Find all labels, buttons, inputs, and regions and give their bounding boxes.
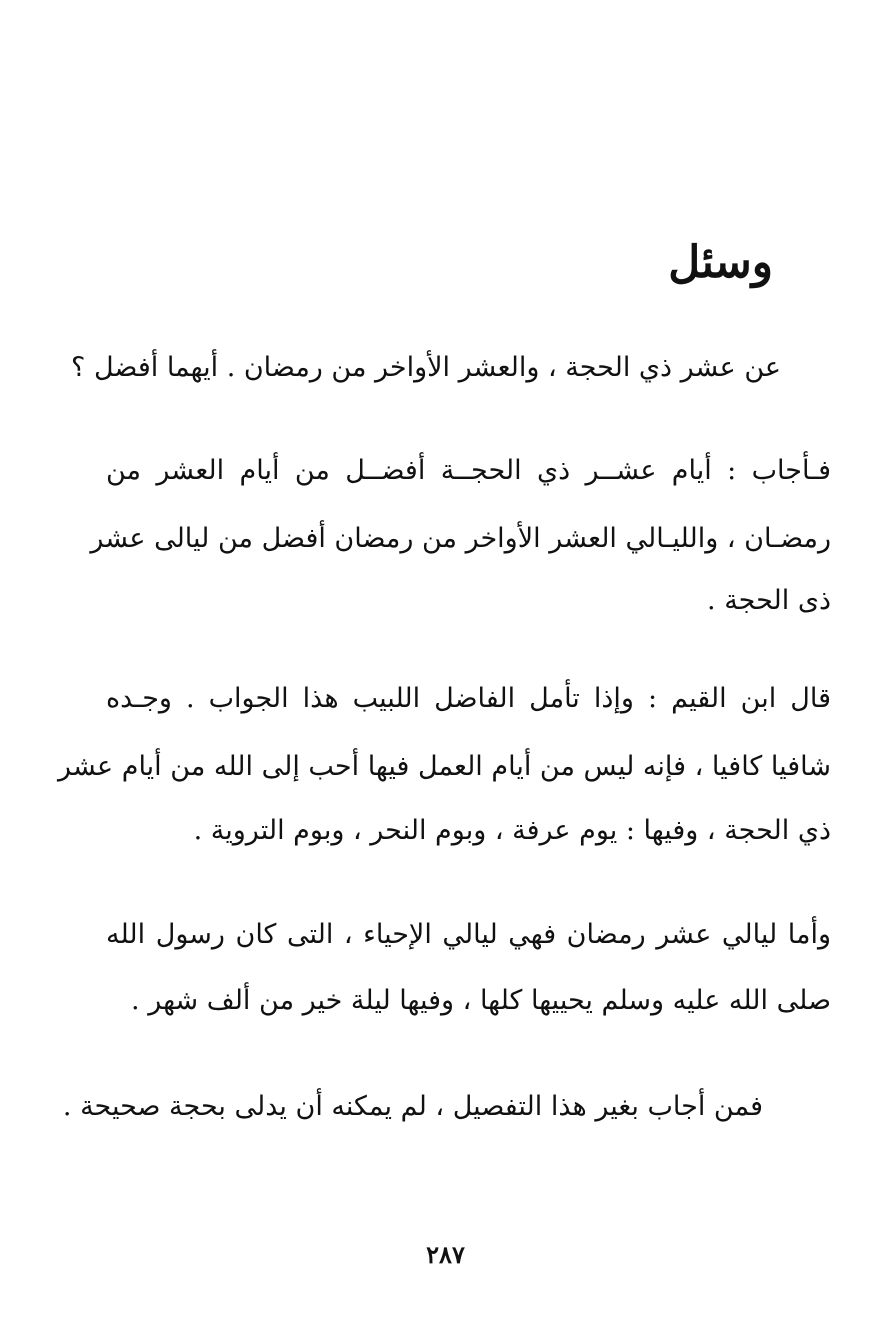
answer-line-1: فـأجاب : أيام عشــر ذي الحجــة أفضــل من أيام العشر من [106, 455, 831, 486]
answer-line-2: رمضـان ، والليـالي العشر الأواخر من رمضان أفضل من ليالى عشر [90, 523, 831, 554]
ibn-qayyim-line-3: ذي الحجة ، وفيها : يوم عرفة ، وبوم النحر ، وبوم التروية . [193, 815, 831, 846]
ramadan-line-1: وأما ليالي عشر رمضان فهي ليالي الإحياء ، التى كان رسول الله [106, 919, 831, 950]
question-line: عن عشر ذي الحجة ، والعشر الأواخر من رمضان . أيهما أفضل ؟ [71, 352, 781, 383]
section-heading: وسئل [668, 237, 773, 288]
ibn-qayyim-line-2: شافيا كافيا ، فإنه ليس من أيام العمل فيها أحب إلى الله من أيام عشر [58, 751, 831, 782]
ibn-qayyim-line-1: قال ابن القيم : وإذا تأمل الفاضل اللبيب هذا الجواب . وجـده [106, 683, 831, 714]
conclusion-line: فمن أجاب بغير هذا التفصيل ، لم يمكنه أن يدلى بحجة صحيحة . [62, 1091, 763, 1122]
page-number: ٢٨٧ [426, 1240, 465, 1269]
ramadan-line-2: صلى الله عليه وسلم يحييها كلها ، وفيها ليلة خير من ألف شهر . [131, 985, 831, 1016]
answer-line-3: ذى الحجة . [707, 585, 831, 616]
